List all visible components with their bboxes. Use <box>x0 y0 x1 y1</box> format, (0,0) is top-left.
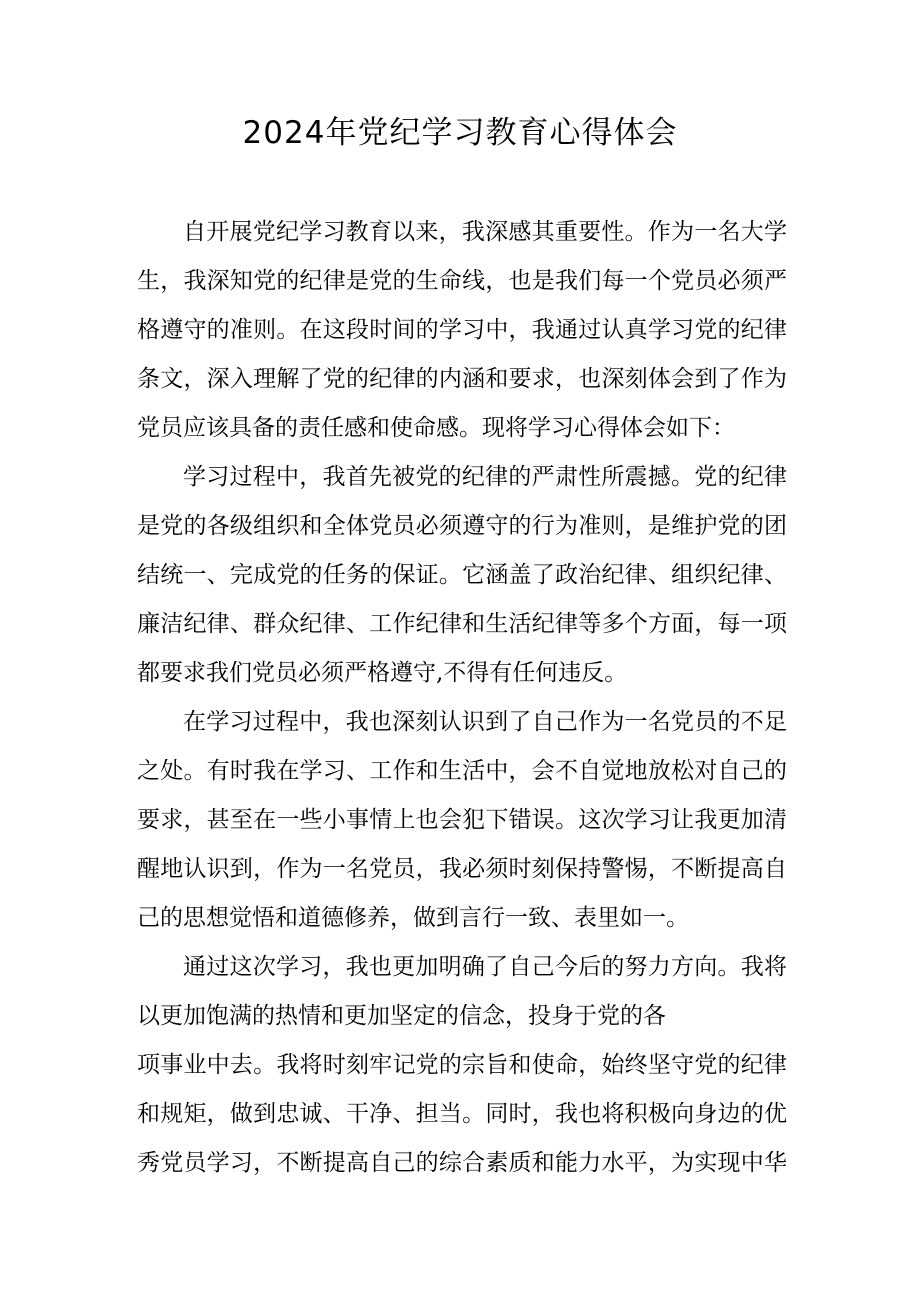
text-line: 和规矩，做到忠诚、干净、担当。同时，我也将积极向身边的优 <box>137 1101 787 1127</box>
text-line: 项事业中去。我将时刻牢记党的宗旨和使命，始终坚守党的纪律 <box>137 1052 787 1078</box>
text-line: 生，我深知党的纪律是党的生命线，也是我们每一个党员必须严 <box>137 268 787 294</box>
text-line: 党员应该具备的责任感和使命感。现将学习心得体会如下： <box>137 415 735 441</box>
text-line: 秀党员学习，不断提高自己的综合素质和能力水平，为实现中华 <box>137 1150 787 1176</box>
text-line: 要求，甚至在一些小事情上也会犯下错误。这次学习让我更加清 <box>137 807 787 833</box>
document-body <box>137 208 787 1188</box>
text-line: 醒地认识到，作为一名党员，我必须时刻保持警惕，不断提高自 <box>137 856 787 882</box>
document-title: 2024年党纪学习教育心得体会 <box>242 115 678 151</box>
text-line: 己的思想觉悟和道德修养，做到言行一致、表里如一。 <box>137 905 689 931</box>
text-line: 自开展党纪学习教育以来，我深感其重要性。作为一名大学 <box>183 219 787 245</box>
text-line: 条文，深入理解了党的纪律的内涵和要求，也深刻体会到了作为 <box>137 366 787 392</box>
text-line: 学习过程中，我首先被党的纪律的严肃性所震撼。党的纪律 <box>183 464 787 490</box>
text-line: 通过这次学习，我也更加明确了自己今后的努力方向。我将 <box>183 954 787 980</box>
text-line: 格遵守的准则。在这段时间的学习中，我通过认真学习党的纪律 <box>137 317 787 343</box>
text-line: 之处。有时我在学习、工作和生活中，会不自觉地放松对自己的 <box>137 758 787 784</box>
text-line: 结统一、完成党的任务的保证。它涵盖了政治纪律、组织纪律、 <box>137 562 787 588</box>
text-line: 在学习过程中，我也深刻认识到了自己作为一名党员的不足 <box>183 709 787 735</box>
text-line: 都要求我们党员必须严格遵守,不得有任何违反。 <box>137 660 628 686</box>
text-line: 是党的各级组织和全体党员必须遵守的行为准则，是维护党的团 <box>137 513 787 539</box>
text-line: 廉洁纪律、群众纪律、工作纪律和生活纪律等多个方面，每一项 <box>137 611 787 637</box>
text-line: 以更加饱满的热情和更加坚定的信念，投身于党的各 <box>137 1003 666 1029</box>
